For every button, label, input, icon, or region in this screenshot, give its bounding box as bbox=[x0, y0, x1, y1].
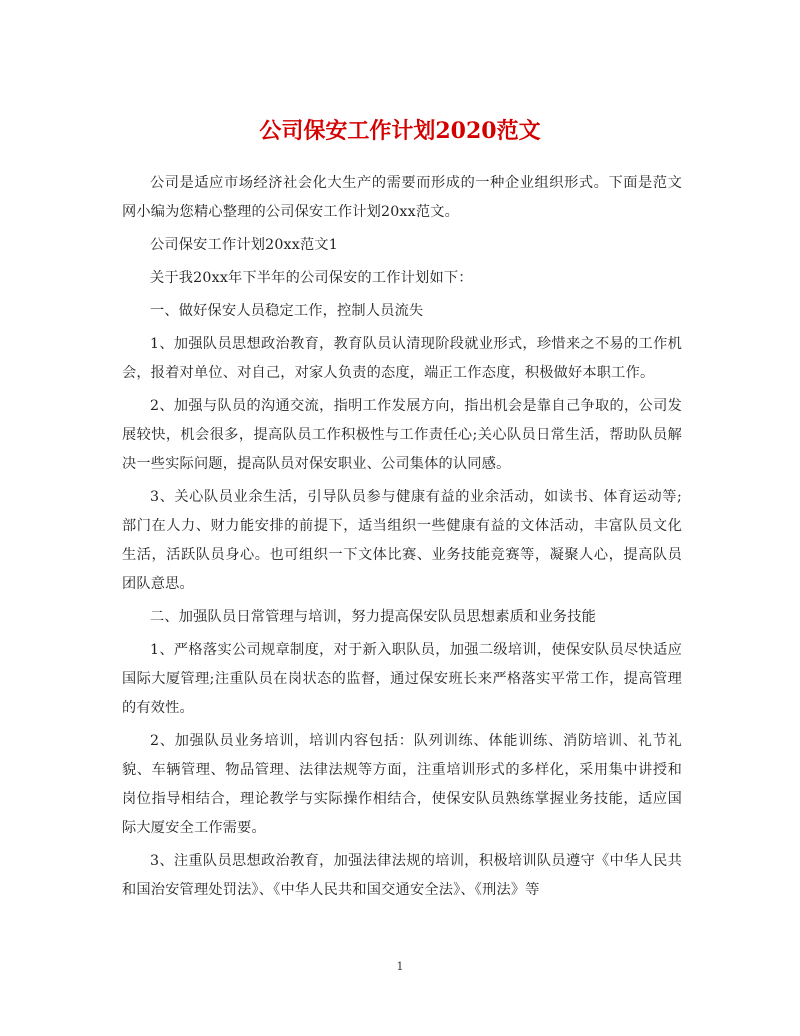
section-heading-2: 二、加强队员日常管理与培训，努力提高保安队员思想素质和业务技能 bbox=[150, 609, 597, 625]
page-number: 1 bbox=[396, 960, 404, 973]
paragraph-subtitle: 公司保安工作计划20xx范文1 bbox=[150, 237, 338, 253]
paragraph-1-1: 1、加强队员思想政治教育，教育队员认清现阶段就业形式，珍惜来之不易的工作机会，报着对单位、对自己，对家人负责的态度，端正工作态度，积极做好本职工作。 bbox=[122, 336, 682, 381]
document-title: 公司保安工作计划2020范文 bbox=[259, 117, 541, 144]
paragraph-2-2: 2、加强队员业务培训，培训内容包括：队列训练、体能训练、消防培训、礼节礼貌、车辆管理、物品管理、法律法规等方面，注重培训形式的多样化，采用集中讲授和岗位指导相结合，理论教学与实际操作相结合，使保安队员熟练掌握业务技能，适应国际大厦安全工作需要。 bbox=[122, 733, 682, 836]
paragraph-intro: 公司是适应市场经济社会化大生产的需要而形成的一种企业组织形式。下面是范文网小编为您精心整理的公司保安工作计划20xx范文。 bbox=[122, 175, 682, 220]
paragraph-2-3: 3、注重队员思想政治教育，加强法律法规的培训，积极培训队员遵守《中华人民共和国治安管理处罚法》、《中华人民共和国交通安全法》、《刑法》等 bbox=[122, 853, 682, 898]
paragraph-1-2: 2、加强与队员的沟通交流，指明工作发展方向，指出机会是靠自己争取的，公司发展较快，机会很多，提高队员工作积极性与工作责任心;关心队员日常生活，帮助队员解决一些实际问题，提高队员对保安职业、公司集体的认同感。 bbox=[122, 398, 682, 472]
paragraph-lead: 关于我20xx年下半年的公司保安的工作计划如下： bbox=[150, 270, 473, 286]
section-heading-1: 一、做好保安人员稳定工作，控制人员流失 bbox=[150, 303, 424, 319]
paragraph-2-1: 1、严格落实公司规章制度，对于新入职队员，加强二级培训，使保安队员尽快适应国际大厦管理;注重队员在岗状态的监督，通过保安班长来严格落实平常工作，提高管理的有效性。 bbox=[122, 642, 682, 716]
document-body bbox=[122, 169, 682, 909]
paragraph-1-3: 3、关心队员业余生活，引导队员参与健康有益的业余活动，如读书、体育运动等;部门在人力、财力能安排的前提下，适当组织一些健康有益的文体活动，丰富队员文化生活，活跃队员身心。也可组织一下文体比赛、业务技能竞赛等，凝聚人心，提高队员团队意思。 bbox=[122, 489, 682, 592]
